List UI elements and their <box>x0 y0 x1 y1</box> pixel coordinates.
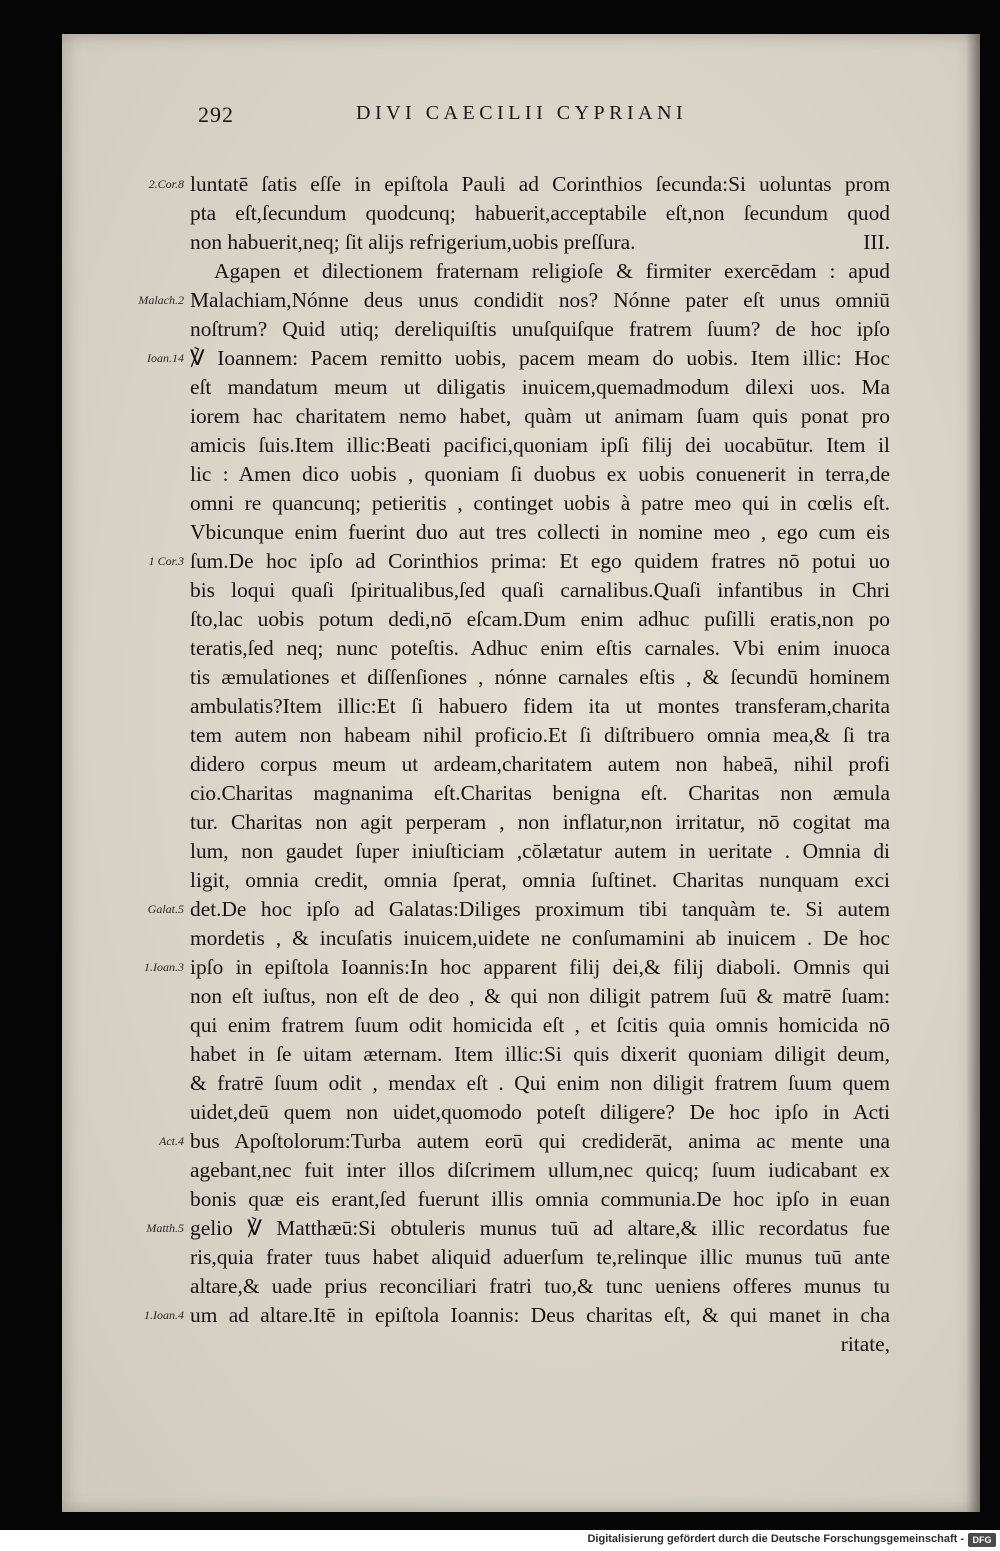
running-title: DIVI CAECILII CYPRIANI <box>356 102 688 124</box>
text-line <box>214 257 890 286</box>
line-text: ambulatis?Item illic:Et ſi habuero fidem ita ut montes transferam,charita <box>190 694 890 718</box>
line-text: gelio ℣ Matthæū:Si obtuleris munus tuū ad altare,& illic recordatus fue <box>190 1216 890 1240</box>
section-number: III. <box>863 230 890 254</box>
line-text: qui enim fratrem ſuum odit homicida eſt , et ſcitis quia omnis homicida nō <box>190 1013 890 1037</box>
line-text: tis æmulationes et diſſenſiones , nónne carnales eſtis , & ſecundū hominem <box>190 665 890 689</box>
line-text: lic : Amen dico uobis , quoniam ſi duobus ex uobis conuenerit in terra,de <box>190 462 890 486</box>
line-text: mordetis , & incuſatis inuicem,uidete ne conſumamini ab inuicem . De hoc <box>190 926 890 950</box>
margin-note: 1.Ioan.3 <box>144 960 184 974</box>
margin-note: Matth.5 <box>146 1221 184 1235</box>
text-line <box>190 460 890 489</box>
text-line <box>190 344 890 373</box>
line-text: eſt mandatum meum ut diligatis inuicem,quemadmodum dilexi uos. Ma <box>190 375 890 399</box>
text-line <box>190 489 890 518</box>
text-line <box>190 1040 890 1069</box>
text-line <box>190 518 890 547</box>
line-text: bus Apoſtolorum:Turba autem eorū qui crediderāt, anima ac mente una <box>190 1129 890 1153</box>
text-line <box>190 982 890 1011</box>
line-text: Agapen et dilectionem fraternam religioſe & firmiter exercēdam : apud <box>214 259 890 283</box>
margin-note: Act.4 <box>159 1134 184 1148</box>
line-text: Vbicunque enim fuerint duo aut tres collecti in nomine meo , ego cum eis <box>190 520 890 544</box>
text-line <box>190 402 890 431</box>
line-text: det.De hoc ipſo ad Galatas:Diliges proximum tibi tanquàm te. Si autem <box>190 897 890 921</box>
margin-note: Malach.2 <box>138 293 184 307</box>
text-line <box>190 373 890 402</box>
text-line <box>190 1127 890 1156</box>
line-text: non habuerit,neq; ſit alijs refrigerium,uobis preſſura. <box>190 230 636 254</box>
line-text: habet in ſe uitam æternam. Item illic:Si quis dixerit quoniam diligit deum, <box>190 1042 890 1066</box>
digitization-footer <box>0 1530 1000 1551</box>
text-line <box>190 286 890 315</box>
dfg-logo: DFG <box>968 1533 996 1547</box>
catchword: ritate, <box>840 1332 890 1356</box>
line-text: um ad altare.Itē in epiſtola Ioannis: Deus charitas eſt, & qui manet in cha <box>190 1303 890 1327</box>
line-text: amicis ſuis.Item illic:Beati pacifici,quoniam ipſi filij dei uocabūtur. Item il <box>190 433 890 457</box>
text-line <box>190 866 890 895</box>
line-text: bonis quæ eis erant,ſed fuerunt illis omnia communia.De hoc ipſo in euan <box>190 1187 890 1211</box>
running-head <box>198 100 818 134</box>
text-line <box>190 692 890 721</box>
text-line <box>190 228 890 257</box>
text-line <box>190 663 890 692</box>
line-text: bis loqui quaſi ſpiritualibus,ſed quaſi carnalibus.Quaſi infantibus in Chri <box>190 578 890 602</box>
line-text: non eſt iuſtus, non eſt de deo , & qui non diligit patrem ſuū & matrē ſuam: <box>190 984 890 1008</box>
margin-note: 1.Ioan.4 <box>144 1308 184 1322</box>
line-text: ris,quia frater tuus habet aliquid aduerſum te,relinque illic munus tuū ante <box>190 1245 890 1269</box>
line-text: agebant,nec fuit inter illos diſcrimem ullum,nec quicq; ſuum iudicabant ex <box>190 1158 890 1182</box>
text-line <box>190 1185 890 1214</box>
margin-note: Ioan.14 <box>147 351 184 365</box>
text-line <box>190 924 890 953</box>
line-text: Malachiam,Nónne deus unus condidit nos? Nónne pater eſt unus omniū <box>190 288 890 312</box>
text-line <box>190 199 890 228</box>
margin-note: 2.Cor.8 <box>148 177 184 191</box>
line-text: uidet,deū quem non uidet,quomodo poteſt diligere? De hoc ipſo in Acti <box>190 1100 890 1124</box>
text-line <box>190 808 890 837</box>
line-text: omni re quancunq; petieritis , continget uobis à patre meo qui in cœlis eſt. <box>190 491 890 515</box>
line-text: lum, non gaudet ſuper iniuſticiam ,cōlætatur autem in ueritate . Omnia di <box>190 839 890 863</box>
line-text: ipſo in epiſtola Ioannis:In hoc apparent filij dei,& filij diaboli. Omnis qui <box>190 955 890 979</box>
text-line <box>190 953 890 982</box>
text-line <box>190 895 890 924</box>
text-line <box>190 315 890 344</box>
line-text: tem autem non habeam nihil proficio.Et ſi diſtribuero omnia mea,& ſi tra <box>190 723 890 747</box>
text-line <box>190 170 890 199</box>
text-line <box>190 750 890 779</box>
line-text: ℣ Ioannem: Pacem remitto uobis, pacem meam do uobis. Item illic: Hoc <box>190 346 890 370</box>
text-line <box>190 605 890 634</box>
text-line <box>190 1243 890 1272</box>
text-line <box>190 1011 890 1040</box>
text-line <box>190 576 890 605</box>
margin-note: 1 Cor.3 <box>148 554 184 568</box>
text-line <box>190 1069 890 1098</box>
text-line <box>190 1098 890 1127</box>
line-text: noſtrum? Quid utiq; dereliquiſtis unuſquiſque fratrem ſuum? de hoc ipſo <box>190 317 890 341</box>
footer-credit: Digitalisierung gefördert durch die Deutsche Forschungsgemeinschaft - <box>587 1533 964 1545</box>
line-text: luntatē ſatis eſſe in epiſtola Pauli ad Corinthios ſecunda:Si uoluntas prom <box>190 172 890 196</box>
line-text: altare,& uade prius reconciliari fratri tuo,& tunc ueniens offeres munus tu <box>190 1274 890 1298</box>
line-text: cio.Charitas magnanima eſt.Charitas benigna eſt. Charitas non æmula <box>190 781 890 805</box>
line-text: ligit, omnia credit, omnia ſperat, omnia ſuſtinet. Charitas nunquam exci <box>190 868 890 892</box>
line-text: teratis,ſed neq; nunc poteſtis. Adhuc enim eſtis carnales. Vbi enim inuoca <box>190 636 890 660</box>
margin-note: Galat.5 <box>147 902 184 916</box>
text-line <box>190 721 890 750</box>
line-text: pta eſt,ſecundum quodcunq; habuerit,acceptabile eſt,non ſecundum quod <box>190 201 890 225</box>
text-line <box>190 1156 890 1185</box>
line-text: tur. Charitas non agit perperam , non inflatur,non irritatur, nō cogitat ma <box>190 810 890 834</box>
line-text: iorem hac charitatem nemo habet, quàm ut animam ſuam quis ponat pro <box>190 404 890 428</box>
page-number: 292 <box>198 102 234 127</box>
line-text: ſum.De hoc ipſo ad Corinthios prima: Et ego quidem fratres nō potui uo <box>190 549 890 573</box>
text-line <box>190 1214 890 1243</box>
page-shadow <box>966 34 980 1512</box>
line-text: didero corpus meum ut ardeam,charitatem autem non habeā, nihil profi <box>190 752 890 776</box>
text-line <box>190 547 890 576</box>
text-block <box>138 130 950 1440</box>
text-line <box>190 1272 890 1301</box>
text-line <box>190 1301 890 1330</box>
text-line <box>190 634 890 663</box>
text-line <box>190 431 890 460</box>
text-line <box>190 779 890 808</box>
text-line <box>190 837 890 866</box>
line-text: & fratrē ſuum odit , mendax eſt . Qui enim non diligit fratrem ſuum quem <box>190 1071 890 1095</box>
line-text: ſto,lac uobis potum dedi,nō eſcam.Dum enim adhuc puſilli eratis,non po <box>190 607 890 631</box>
